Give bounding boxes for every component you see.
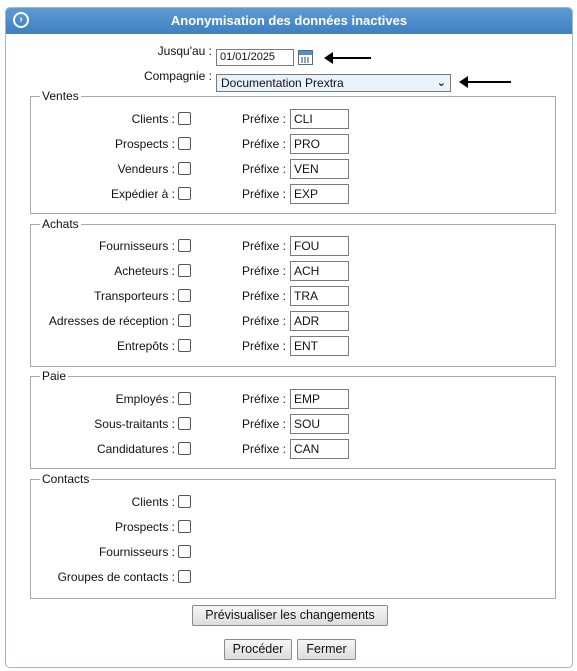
achats-transporteurs-prefix-label: Préfixe : xyxy=(242,289,287,303)
achats-acheteurs-checkbox[interactable] xyxy=(178,264,191,277)
ventes-expedier-checkbox[interactable] xyxy=(178,187,191,200)
paie-soustraitants-prefix-input[interactable]: SOU xyxy=(290,414,349,434)
achats-fournisseurs-prefix-input[interactable]: FOU xyxy=(290,236,349,256)
paie-candidatures-checkbox[interactable] xyxy=(178,442,191,455)
paie-candidatures-prefix-label: Préfixe : xyxy=(242,442,287,456)
contacts-groupes-label: Groupes de contacts : xyxy=(57,570,175,584)
achats-fournisseurs-prefix-label: Préfixe : xyxy=(242,239,287,253)
contacts-prospects-label: Prospects : xyxy=(114,520,175,534)
achats-transporteurs-prefix-input[interactable]: TRA xyxy=(290,286,349,306)
ventes-expedier-prefix-label: Préfixe : xyxy=(242,187,287,201)
achats-entrepots-label: Entrepôts : xyxy=(116,339,175,353)
dialog-titlebar xyxy=(6,8,572,34)
group-paie-legend: Paie xyxy=(42,369,67,383)
group-achats-legend: Achats xyxy=(42,217,79,231)
ventes-clients-label: Clients : xyxy=(131,112,175,126)
ventes-vendeurs-checkbox[interactable] xyxy=(178,162,191,175)
achats-transporteurs-label: Transporteurs : xyxy=(94,289,175,303)
achats-adresses-checkbox[interactable] xyxy=(178,314,191,327)
contacts-clients-checkbox[interactable] xyxy=(178,495,191,508)
ventes-expedier-label: Expédier à : xyxy=(110,187,175,201)
preview-changes-button[interactable]: Prévisualiser les changements xyxy=(192,605,388,626)
annotation-arrow-company xyxy=(461,81,511,83)
ventes-vendeurs-label: Vendeurs : xyxy=(117,162,175,176)
ventes-clients-prefix-label: Préfixe : xyxy=(242,112,287,126)
contacts-clients-label: Clients : xyxy=(131,495,175,509)
ventes-prospects-prefix-label: Préfixe : xyxy=(242,137,287,151)
achats-fournisseurs-checkbox[interactable] xyxy=(178,239,191,252)
company-select-value: Documentation Prextra xyxy=(221,76,344,90)
paie-soustraitants-label: Sous-traitants : xyxy=(94,417,175,431)
achats-adresses-prefix-label: Préfixe : xyxy=(242,314,287,328)
achats-acheteurs-label: Acheteurs : xyxy=(114,264,175,278)
dialog-title: Anonymisation des données inactives xyxy=(170,13,408,28)
proceed-button[interactable]: Procéder xyxy=(224,639,292,660)
paie-employes-checkbox[interactable] xyxy=(178,392,191,405)
close-button[interactable]: Fermer xyxy=(297,639,356,660)
ventes-prospects-checkbox[interactable] xyxy=(178,137,191,150)
annotation-arrow-date xyxy=(326,57,371,59)
ventes-expedier-prefix-input[interactable]: EXP xyxy=(290,184,349,204)
chevron-down-icon: ⌄ xyxy=(436,77,446,89)
achats-entrepots-prefix-input[interactable]: ENT xyxy=(290,336,349,356)
achats-entrepots-prefix-label: Préfixe : xyxy=(242,339,287,353)
achats-fournisseurs-label: Fournisseurs : xyxy=(98,239,175,253)
achats-entrepots-checkbox[interactable] xyxy=(178,339,191,352)
until-label: Jusqu'au : xyxy=(157,44,212,58)
contacts-fournisseurs-label: Fournisseurs : xyxy=(98,545,175,559)
paie-employes-prefix-label: Préfixe : xyxy=(242,392,287,406)
anonymisation-dialog xyxy=(5,7,573,668)
achats-adresses-label: Adresses de réception : xyxy=(48,314,175,328)
paie-soustraitants-checkbox[interactable] xyxy=(178,417,191,430)
paie-soustraitants-prefix-label: Préfixe : xyxy=(242,417,287,431)
achats-acheteurs-prefix-label: Préfixe : xyxy=(242,264,287,278)
until-date-input[interactable]: 01/01/2025 xyxy=(216,49,294,66)
ventes-prospects-label: Prospects : xyxy=(114,137,175,151)
ventes-prospects-prefix-input[interactable]: PRO xyxy=(290,134,349,154)
achats-transporteurs-checkbox[interactable] xyxy=(178,289,191,302)
paie-candidatures-prefix-input[interactable]: CAN xyxy=(290,439,349,459)
chevron-right-circle-icon[interactable]: › xyxy=(13,12,29,28)
contacts-prospects-checkbox[interactable] xyxy=(178,520,191,533)
ventes-vendeurs-prefix-label: Préfixe : xyxy=(242,162,287,176)
achats-adresses-prefix-input[interactable]: ADR xyxy=(290,311,349,331)
paie-candidatures-label: Candidatures : xyxy=(96,442,175,456)
achats-acheteurs-prefix-input[interactable]: ACH xyxy=(290,261,349,281)
ventes-clients-prefix-input[interactable]: CLI xyxy=(290,109,349,129)
ventes-clients-checkbox[interactable] xyxy=(178,112,191,125)
group-contacts-legend: Contacts xyxy=(42,472,90,486)
ventes-vendeurs-prefix-input[interactable]: VEN xyxy=(290,159,349,179)
company-label: Compagnie : xyxy=(143,69,212,83)
paie-employes-prefix-input[interactable]: EMP xyxy=(290,389,349,409)
calendar-icon[interactable] xyxy=(298,50,313,65)
group-ventes-legend: Ventes xyxy=(42,89,79,103)
contacts-fournisseurs-checkbox[interactable] xyxy=(178,545,191,558)
paie-employes-label: Employés : xyxy=(115,392,175,406)
contacts-groupes-checkbox[interactable] xyxy=(178,570,191,583)
